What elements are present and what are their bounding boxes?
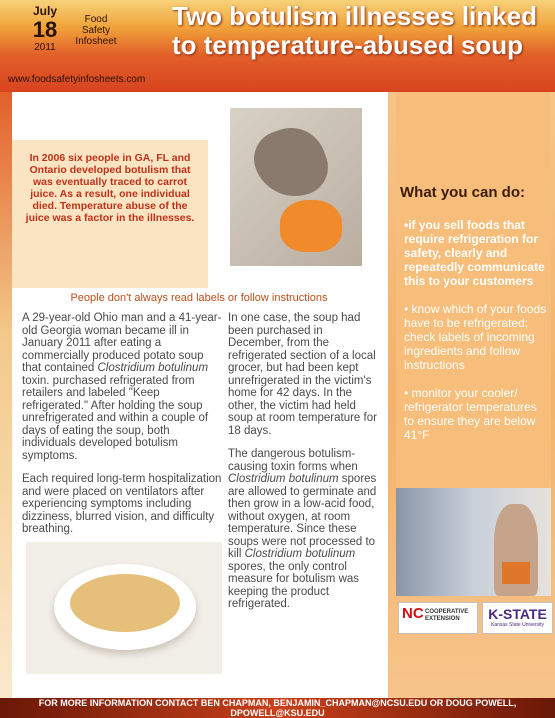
text-run: The dangerous botulism-causing toxin forms when (228, 448, 358, 473)
botulism-victim-photo (230, 108, 362, 266)
text-run: toxin. purchased refrigerated from retailers and labeled "Keep refrigerated." After holding the soup unrefrigerated and within a couple of days of eating the soup, both individuals developed botulism symptoms. (22, 374, 209, 462)
logo-line: COOPERATIVE (425, 609, 469, 615)
soup-bowl-photo (26, 542, 222, 674)
article-paragraph: Each required long-term hospitalization and were placed on ventilators after experiencing symptoms including dizziness, blurred vision, and difficulty breathing. (22, 473, 222, 535)
date-year: 2011 (34, 42, 56, 53)
tip-item: • know which of your foods have to be refrigerated; check labels of incoming ingredients and follow instructions (404, 302, 547, 372)
nc-extension-logo (398, 602, 478, 634)
header-banner (0, 0, 555, 92)
series-word: Safety (81, 25, 111, 36)
section-subheadline: People don't always read labels or follow instructions (70, 292, 328, 304)
website-link[interactable]: www.foodsafetyinfosheets.com (8, 74, 146, 85)
grocery-cooler-photo (396, 488, 551, 596)
fallen-person-image (246, 118, 336, 208)
text-run: A 29-year-old Ohio man and a 41-year-old Georgia woman became ill in January 2011 after eating a commercially produced potato soup that contained (22, 312, 222, 374)
date-day: 18 (32, 17, 58, 42)
article-column-right (228, 312, 380, 622)
footer-contact-text: FOR MORE INFORMATION CONTACT BEN CHAPMAN, BENJAMIN_CHAPMAN@NCSU.EDU OR DOUG POWELL, DPOWELL@KSU.EDU (38, 698, 517, 718)
kstate-logo-subtext: Kansas State University (490, 622, 545, 628)
nc-logo-text (425, 609, 468, 623)
spilled-soup-skull-image (280, 200, 342, 252)
series-label (66, 14, 126, 47)
soup-image (70, 574, 180, 632)
article-paragraph: In one case, the soup had been purchased in December, from the refrigerated section of a local grocer, but had been kept unrefrigerated in the victim's home for 42 days. In the other, the victim had held soup at room temperature for 18 days. (228, 312, 377, 437)
tip-item: • monitor your cooler/ refrigerator temperatures to ensure they are below 41°F (404, 386, 537, 442)
tips-list (404, 218, 550, 456)
article-paragraph (22, 312, 222, 462)
text-run: spores are allowed to germinate and then grow in a low-acid food, without oxygen, at room temperature. Since these soups were not processed to kill (228, 473, 377, 560)
product-box-image (502, 562, 530, 584)
tip-item: •if you sell foods that require refrigeration for safety, clearly and repeatedly communicate this to your customers (404, 218, 545, 288)
footer-bar (0, 698, 555, 718)
sidebar-title: What you can do: (400, 184, 525, 201)
organism-name: Clostridium botulinum (228, 473, 339, 485)
left-decorative-band (0, 92, 12, 698)
page-title: Two botulism illnesses linked to temperature-abused soup (172, 1, 538, 60)
series-word: Infosheet (75, 36, 117, 47)
logo-line: EXTENSION (425, 616, 460, 622)
kstate-logo (482, 602, 553, 634)
date-month: July (32, 4, 57, 18)
nc-logo-mark: NC (402, 605, 424, 622)
organism-name: Clostridium botulinum (97, 362, 209, 374)
date-badge (20, 4, 70, 53)
article-paragraph (228, 448, 380, 611)
text-run: spores, the only control measure for botulism was keeping the product refrigerated. (228, 560, 360, 610)
intro-text: In 2006 six people in GA, FL and Ontario developed botulism that was eventually traced to carrot juice. As a result, one individual died. Temperature abuse of the juice was a factor in the illnesses. (25, 152, 195, 224)
series-word: Food (84, 14, 108, 25)
kstate-logo-mark: K-STATE (488, 606, 547, 622)
article-column-left (22, 312, 222, 547)
organism-name: Clostridium botulinum (244, 548, 356, 560)
